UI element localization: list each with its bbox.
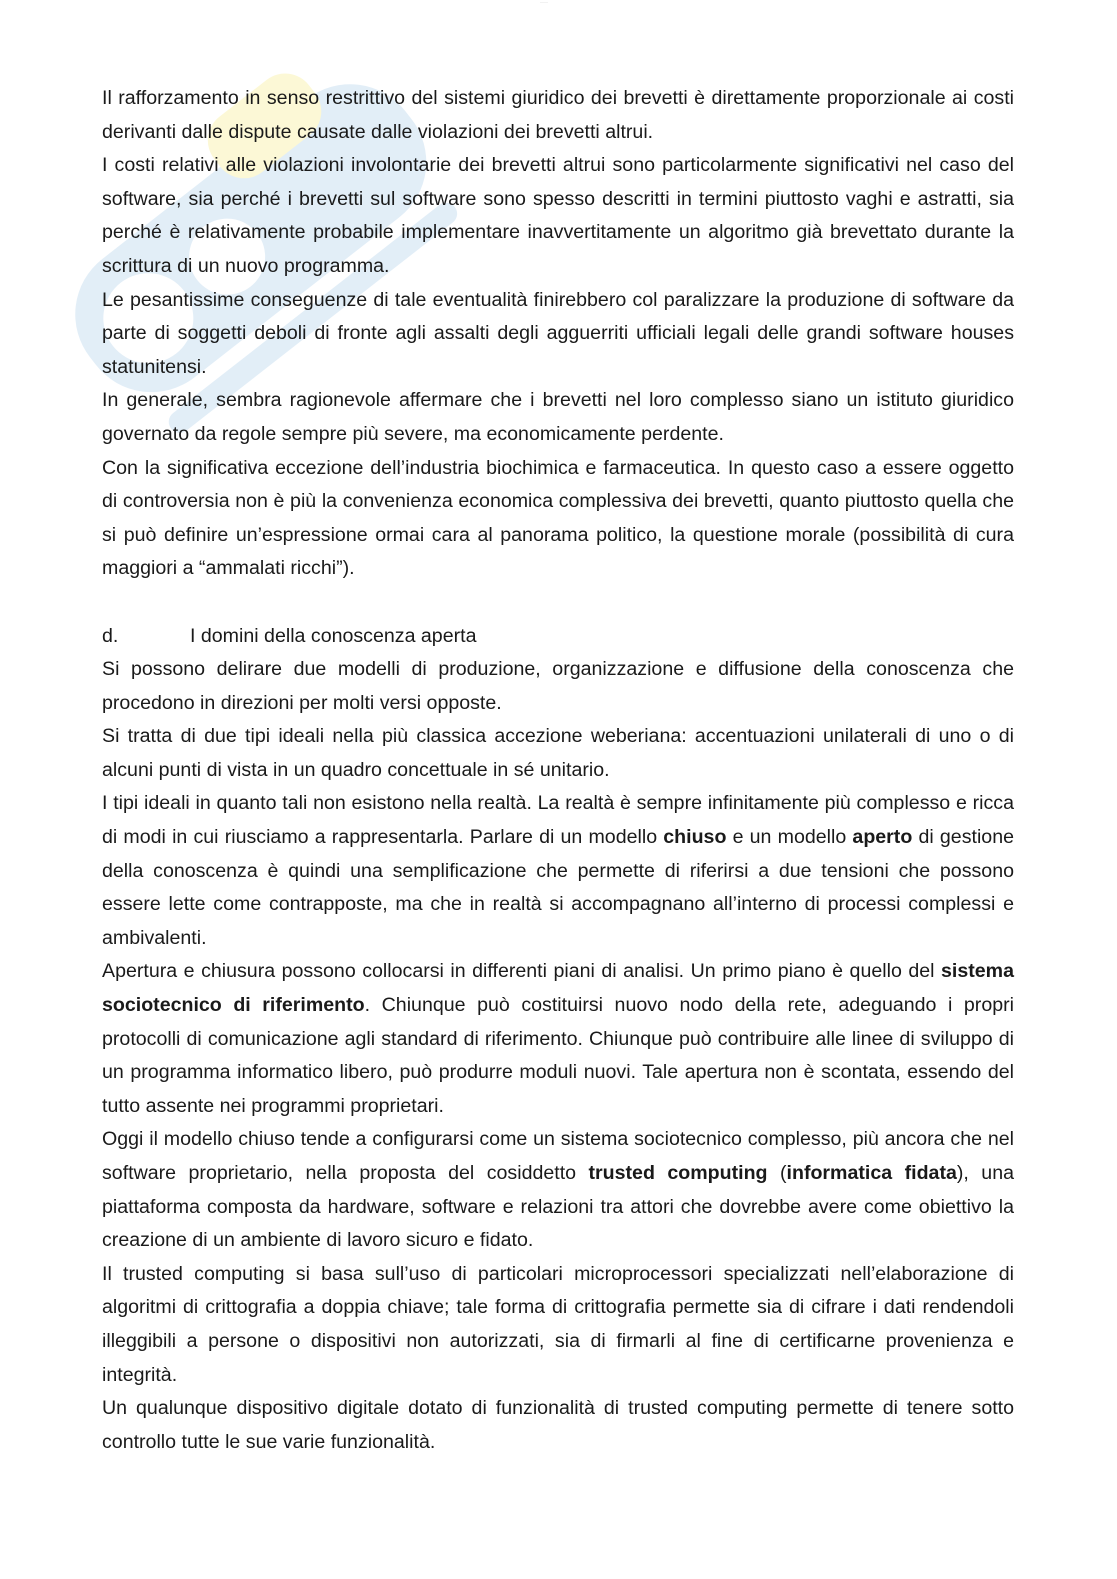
paragraph [102, 955, 1014, 1123]
paragraph [102, 787, 1014, 955]
paragraph: Con la significativa eccezione dell’industria biochimica e farmaceutica. In questo caso a essere oggetto di controversia non è più la convenienza economica complessiva dei brevetti, quanto piuttosto quella che si può definire un’espressione ormai cara al panorama politico, la questione morale (possibilità di cura maggiori a “ammalati ricchi”). [102, 456, 1014, 580]
spacer [102, 586, 1014, 620]
paragraph: Si tratta di due tipi ideali nella più classica accezione weberiana: accentuazioni unilaterali di uno o di alcuni punti di vista in un quadro concettuale in sé unitario. [102, 725, 1014, 781]
text-run: Oggi il modello chiuso tende a configurarsi come un sistema sociotecnico complesso, più ancora che nel software proprietario, nella proposta del cosiddetto [102, 1128, 1014, 1184]
text-run: I tipi ideali in quanto tali non esistono nella realtà. La realtà è sempre infinitamente più complesso e ricca di modi in cui riusciamo a rappresentarla. Parlare di un modello [102, 792, 1014, 849]
bold-term: informatica fidata [786, 1162, 957, 1184]
document-body [102, 82, 1014, 1459]
text-run: . Chiunque può costituirsi nuovo nodo della rete, adeguando i propri protocolli di comunicazione agli standard di riferimento. Chiunque può contribuire alle linee di sviluppo di un programma informatico libero, può produrre moduli nuovi. Tale apertura non è scontata, essendo del tutto assente nei programmi proprietari. [102, 994, 1014, 1117]
paragraph [102, 1123, 1014, 1257]
paragraph: I costi relativi alle violazioni involontarie dei brevetti altrui sono particolarmente significativi nel caso del software, sia perché i brevetti sul software sono spesso descritti in termini piuttosto vaghi e astratti, sia perché è relativamente probabile implementare inavvertitamente un algoritmo già brevettato durante la scrittura di un nuovo programma. [102, 154, 1014, 277]
paragraph: Si possono delirare due modelli di produzione, organizzazione e diffusione della conoscenza che procedono in direzioni per molti versi opposte. [102, 658, 1014, 714]
text-run: di gestione della conoscenza è quindi una semplificazione che permette di riferirsi a due tensioni che possono essere lette come contrapposte, ma che in realtà si accompagnano all’interno di processi complessi e ambivalenti. [102, 826, 1014, 949]
text-run: ( [767, 1162, 787, 1184]
bold-term: aperto [852, 826, 913, 849]
header-mark: ···· [540, 0, 548, 6]
section-title: I domini della conoscenza aperta [190, 624, 477, 647]
paragraph: Il trusted computing si basa sull’uso di particolari microprocessori specializzati nell’elaborazione di algoritmi di crittografia a doppia chiave; tale forma di crittografia permette sia di cifrare i dati rendendoli illeggibili a persone o dispositivi non autorizzati, sia di firmarli al fine di certificarne provenienza e integrità. [102, 1262, 1014, 1386]
section-letter: d. [102, 624, 119, 647]
paragraph: Un qualunque dispositivo digitale dotato di funzionalità di trusted computing permette di tenere sotto controllo tutte le sue varie funzionalità. [102, 1397, 1014, 1453]
text-run: ), una piattaforma composta da hardware, software e relazioni tra attori che dovrebbe avere come obiettivo la creazione di un ambiente di lavoro sicuro e fidato. [102, 1162, 1015, 1252]
paragraph: Il rafforzamento in senso restrittivo del sistemi giuridico dei brevetti è direttamente proporzionale ai costi derivanti dalle dispute causate dalle violazioni dei brevetti altrui. [102, 87, 1014, 143]
text-run: Apertura e chiusura possono collocarsi in differenti piani di analisi. Un primo piano è quello del [102, 960, 942, 983]
paragraph: In generale, sembra ragionevole affermare che i brevetti nel loro complesso siano un istituto giuridico governato da regole sempre più severe, ma economicamente perdente. [102, 389, 1014, 445]
bold-term: sistema sociotecnico di riferimento [102, 960, 1014, 1017]
bold-term: trusted computing [588, 1162, 768, 1184]
paragraph: Le pesantissime conseguenze di tale eventualità finirebbero col paralizzare la produzione di software da parte di soggetti deboli di fronte agli assalti degli agguerriti ufficiali legali delle grandi software houses statunitensi. [102, 288, 1014, 378]
text-run: e un modello [726, 826, 853, 849]
section-heading [102, 620, 1014, 654]
bold-term: chiuso [663, 826, 727, 849]
